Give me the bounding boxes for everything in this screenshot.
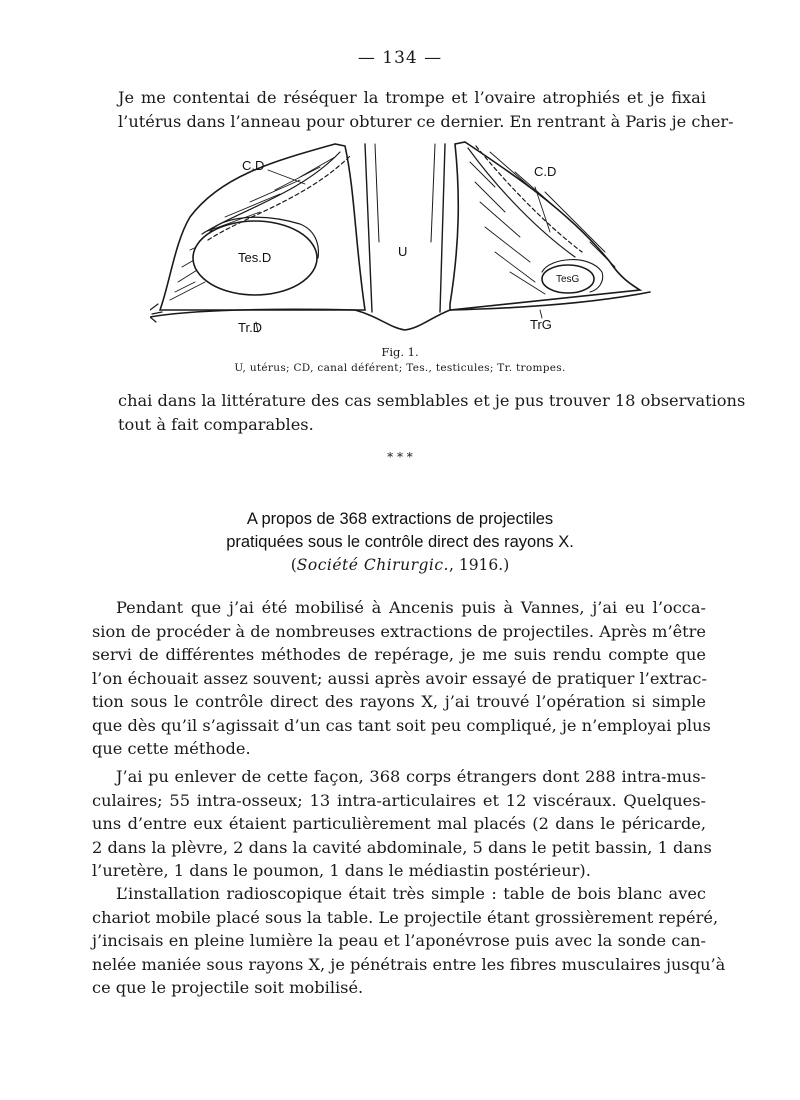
- paragraph-1: [92, 596, 711, 761]
- text-line: l’on échouait assez souvent; aussi après avoir essayé de pratiquer l’extrac-: [92, 668, 707, 688]
- text-line: uns d’entre eux étaient particulièrement mal placés (2 dans le péricarde,: [92, 814, 706, 833]
- figure-caption-title: Fig. 1.: [381, 345, 419, 359]
- text-line: ce que le projectile soit mobilisé.: [92, 978, 364, 997]
- text-line: j’incisais en pleine lumière la peau et l’aponévrose puis avec la sonde can-: [92, 931, 706, 950]
- text-line: l’utérus dans l’anneau pour obturer ce dernier. En rentrant à Paris je cher-: [118, 111, 734, 131]
- text-line: sion de procéder à de nombreuses extractions de projectiles. Après m’être: [92, 621, 706, 641]
- continuation-paragraph: [118, 389, 746, 436]
- citation-year: 1916: [458, 556, 499, 574]
- section-citation: (Société Chirurgic., 1916.): [290, 556, 510, 574]
- citation-journal: Société Chirurgic.: [296, 556, 449, 574]
- intro-paragraph: [118, 86, 734, 133]
- text-line: tout à fait comparables.: [118, 414, 314, 434]
- text-line: que dès qu’il s’agissait d’un cas tant soit peu compliqué, je n’employai plus: [92, 715, 711, 735]
- text-line: servi de différentes méthodes de repérage, je me suis rendu compte que: [92, 645, 706, 664]
- text-line: J’ai pu enlever de cette façon, 368 corps étrangers dont 288 intra-mus-: [116, 767, 706, 786]
- label-tes-g: TesG: [556, 274, 580, 285]
- section-title-line-1: A propos de 368 extractions de projectiles: [246, 510, 554, 528]
- text-line: l’uretère, 1 dans le poumon, 1 dans le médiastin postérieur).: [92, 861, 591, 880]
- text-line: tion sous le contrôle direct des rayons X, j’ai trouvé l’opération si simple: [92, 692, 706, 711]
- text-line: que cette méthode.: [92, 739, 251, 758]
- label-tes-d: Tes.D: [238, 250, 272, 265]
- section-title-line-2: pratiquées sous le contrôle direct des rayons X.: [226, 533, 574, 551]
- page-number: — 134 —: [357, 48, 443, 68]
- label-cd-left: C.D: [242, 158, 265, 173]
- text-line: 2 dans la plèvre, 2 dans la cavité abdominale, 5 dans le petit bassin, 1 dans: [92, 837, 712, 857]
- label-cd-right: C.D: [534, 164, 557, 179]
- paragraph-2: [92, 765, 712, 883]
- label-u: U: [398, 244, 408, 259]
- figure-caption-legend: U, utérus; CD, canal déférent; Tes., testicules; Tr. trompes.: [234, 362, 566, 374]
- label-tr-g: TrG: [530, 317, 552, 332]
- anatomical-figure: [150, 132, 660, 347]
- text-line: culaires; 55 intra-osseux; 13 intra-articulaires et 12 viscéraux. Quelques-: [92, 790, 706, 810]
- text-line: Pendant que j’ai été mobilisé à Ancenis puis à Vannes, j’ai eu l’occa-: [116, 598, 706, 617]
- right-deferent-canal: [468, 148, 575, 257]
- text-line: L’installation radioscopique était très simple : table de bois blanc avec: [116, 884, 706, 903]
- bottom-contour: [150, 292, 650, 330]
- asterism-separator: * * *: [387, 450, 413, 464]
- text-line: chai dans la littérature des cas semblables et je pus trouver 18 observations: [118, 391, 746, 410]
- text-line: chariot mobile placé sous la table. Le projectile étant grossièrement repéré,: [92, 907, 719, 927]
- paragraph-3: [92, 882, 726, 1000]
- label-tr-d: Tr.D: [238, 320, 263, 335]
- text-line: nelée maniée sous rayons X, je pénétrais entre les fibres musculaires jusqu’à: [92, 954, 726, 974]
- left-tube-fringe: [150, 304, 162, 322]
- text-line: Je me contentai de réséquer la trompe et l’ovaire atrophiés et je fixai: [118, 88, 706, 107]
